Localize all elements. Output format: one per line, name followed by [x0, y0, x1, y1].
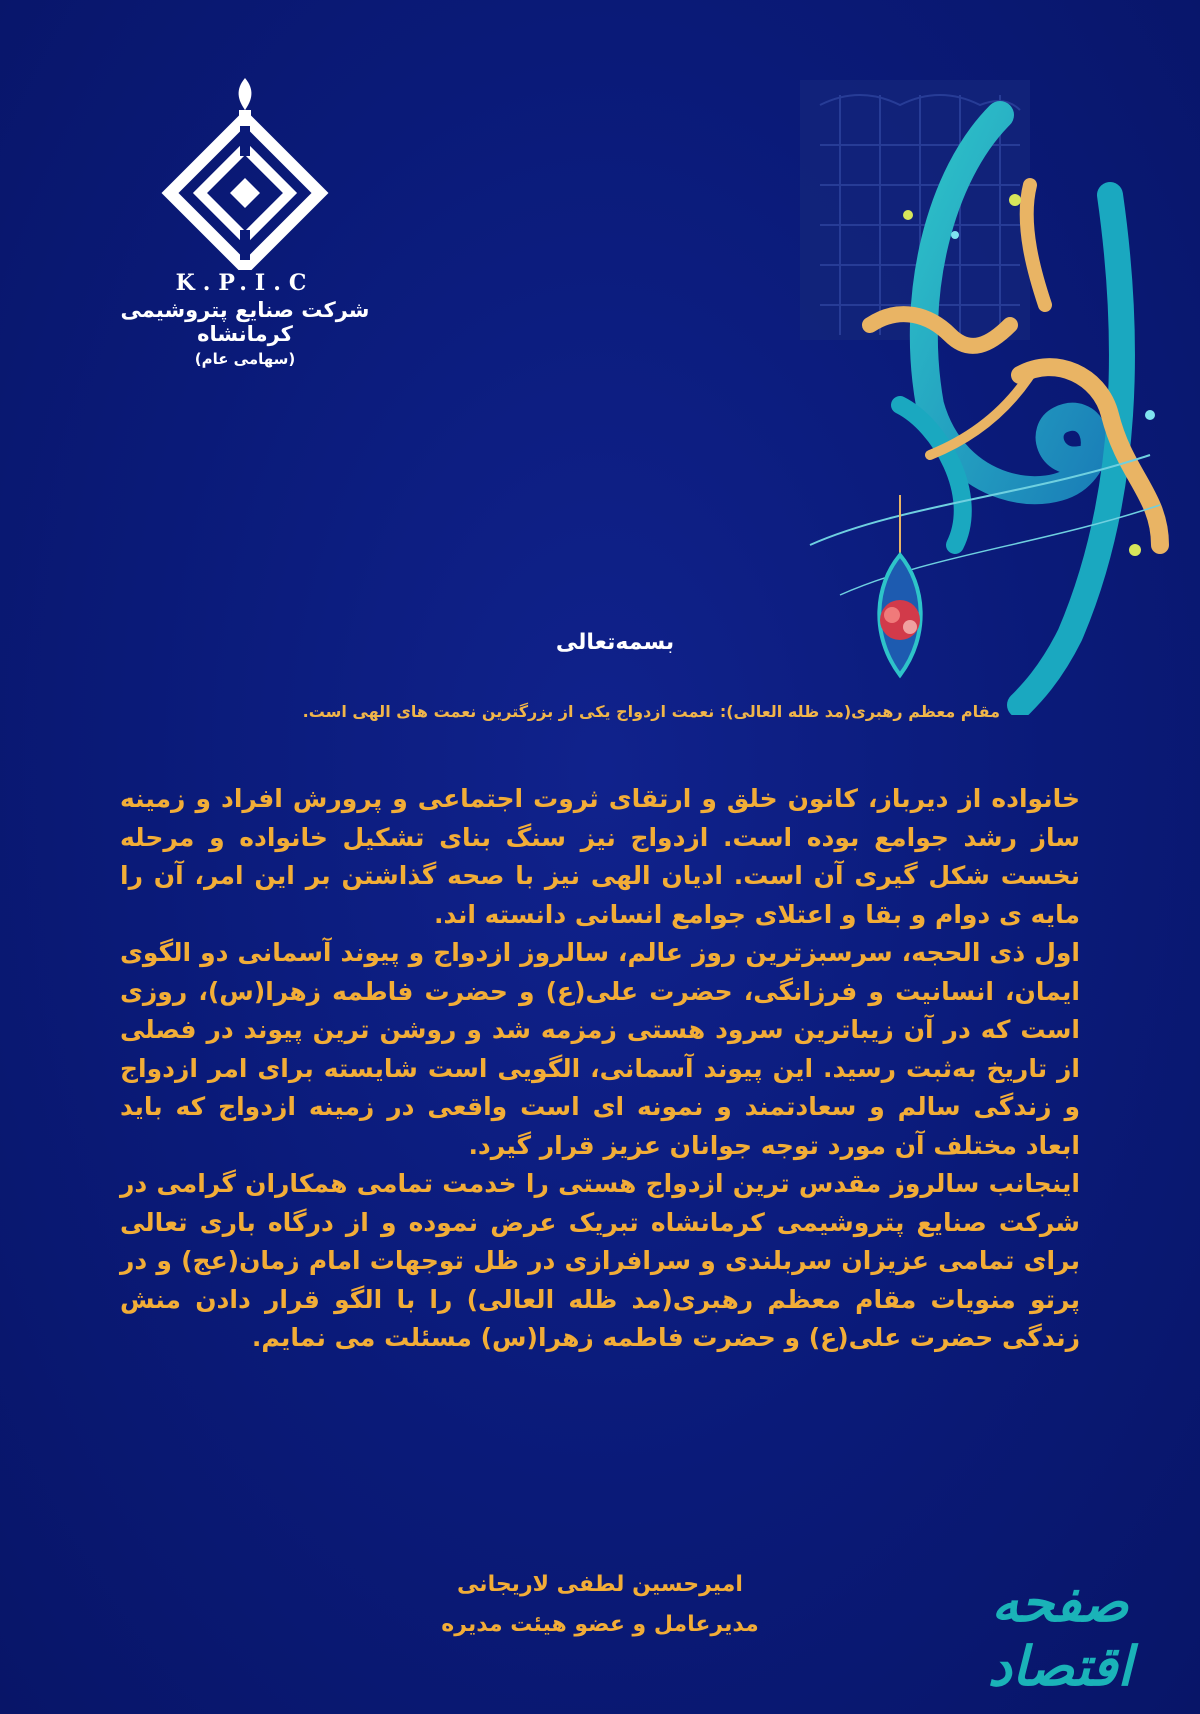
- site-watermark: [935, 1570, 1185, 1700]
- calligraphy-artwork: [780, 75, 1170, 715]
- leader-quote: مقام معظم رهبری(مد ظله العالی): نعمت ازدواج یکی از بزرگترین نعمت های الهی است.: [302, 702, 1000, 721]
- signature-block: [360, 1565, 840, 1645]
- bismillah-heading: بسمه‌تعالی: [555, 630, 675, 655]
- watermark-text: صفحه اقتصاد: [987, 1570, 1133, 1698]
- company-code: K.P.I.C: [175, 270, 315, 296]
- paragraph-2: اول ذی الحجه، سرسبزترین روز عالم، سالروز ازدواج و پیوند آسمانی دو الگوی ایمان، انسانیت و فرزانگی، حضرت علی(ع) و حضرت فاطمه زهرا(س)، روزی است که در آن زیباترین سرود هستی زمزمه شد و روشن ترین پیوند در فصلی از تاریخ به‌ثبت رسید. این پیوند آسمانی، الگویی است شایسته برای امر ازدواج و زندگی سالم و سعادتمند و نمونه ای است واقعی در زمینه ازدواج که باید ابعاد مختلف آن مورد توجه جوانان عزیز قرار گیرد.: [120, 938, 1080, 1160]
- kpic-emblem-icon: [160, 70, 330, 270]
- signer-name: امیرحسین لطفی لاریجانی: [457, 1572, 743, 1597]
- signer-title: مدیرعامل و عضو هیئت مدیره: [441, 1612, 759, 1637]
- paragraph-1: خانواده از دیرباز، کانون خلق و ارتقای ثروت اجتماعی و پرورش افراد و زمینه ساز رشد جوامع بوده است. ازدواج نیز سنگ بنای تشکیل خانواده و مرحله نخست شکل گیری آن است. ادیان الهی نیز با صحه گذاشتن بر این امر، آن را مایه ی دوام و بقا و اعتلای جوامع انسانی دانسته اند.: [120, 784, 1080, 929]
- company-logo: [95, 70, 395, 368]
- paragraph-3: اینجانب سالروز مقدس ترین ازدواج هستی را خدمت تمامی همکاران گرامی در شرکت صنایع پتروشیمی کرمانشاه تبریک عرض نموده و از درگاه باری تعالی برای تمامی عزیزان سربلندی و سرافرازی در ظل توجهات امام زمان(عج) و در پرتو منویات مقام معظم رهبری(مد ظله العالی) را با الگو قرار دادن منش زندگی حضرت علی(ع) و حضرت فاطمه زهرا(س) مسئلت می نمایم.: [120, 1169, 1080, 1352]
- message-body: [120, 780, 1080, 1358]
- company-name: شرکت صنایع پتروشیمی کرمانشاه: [120, 298, 370, 346]
- company-type: (سهامی عام): [194, 350, 296, 368]
